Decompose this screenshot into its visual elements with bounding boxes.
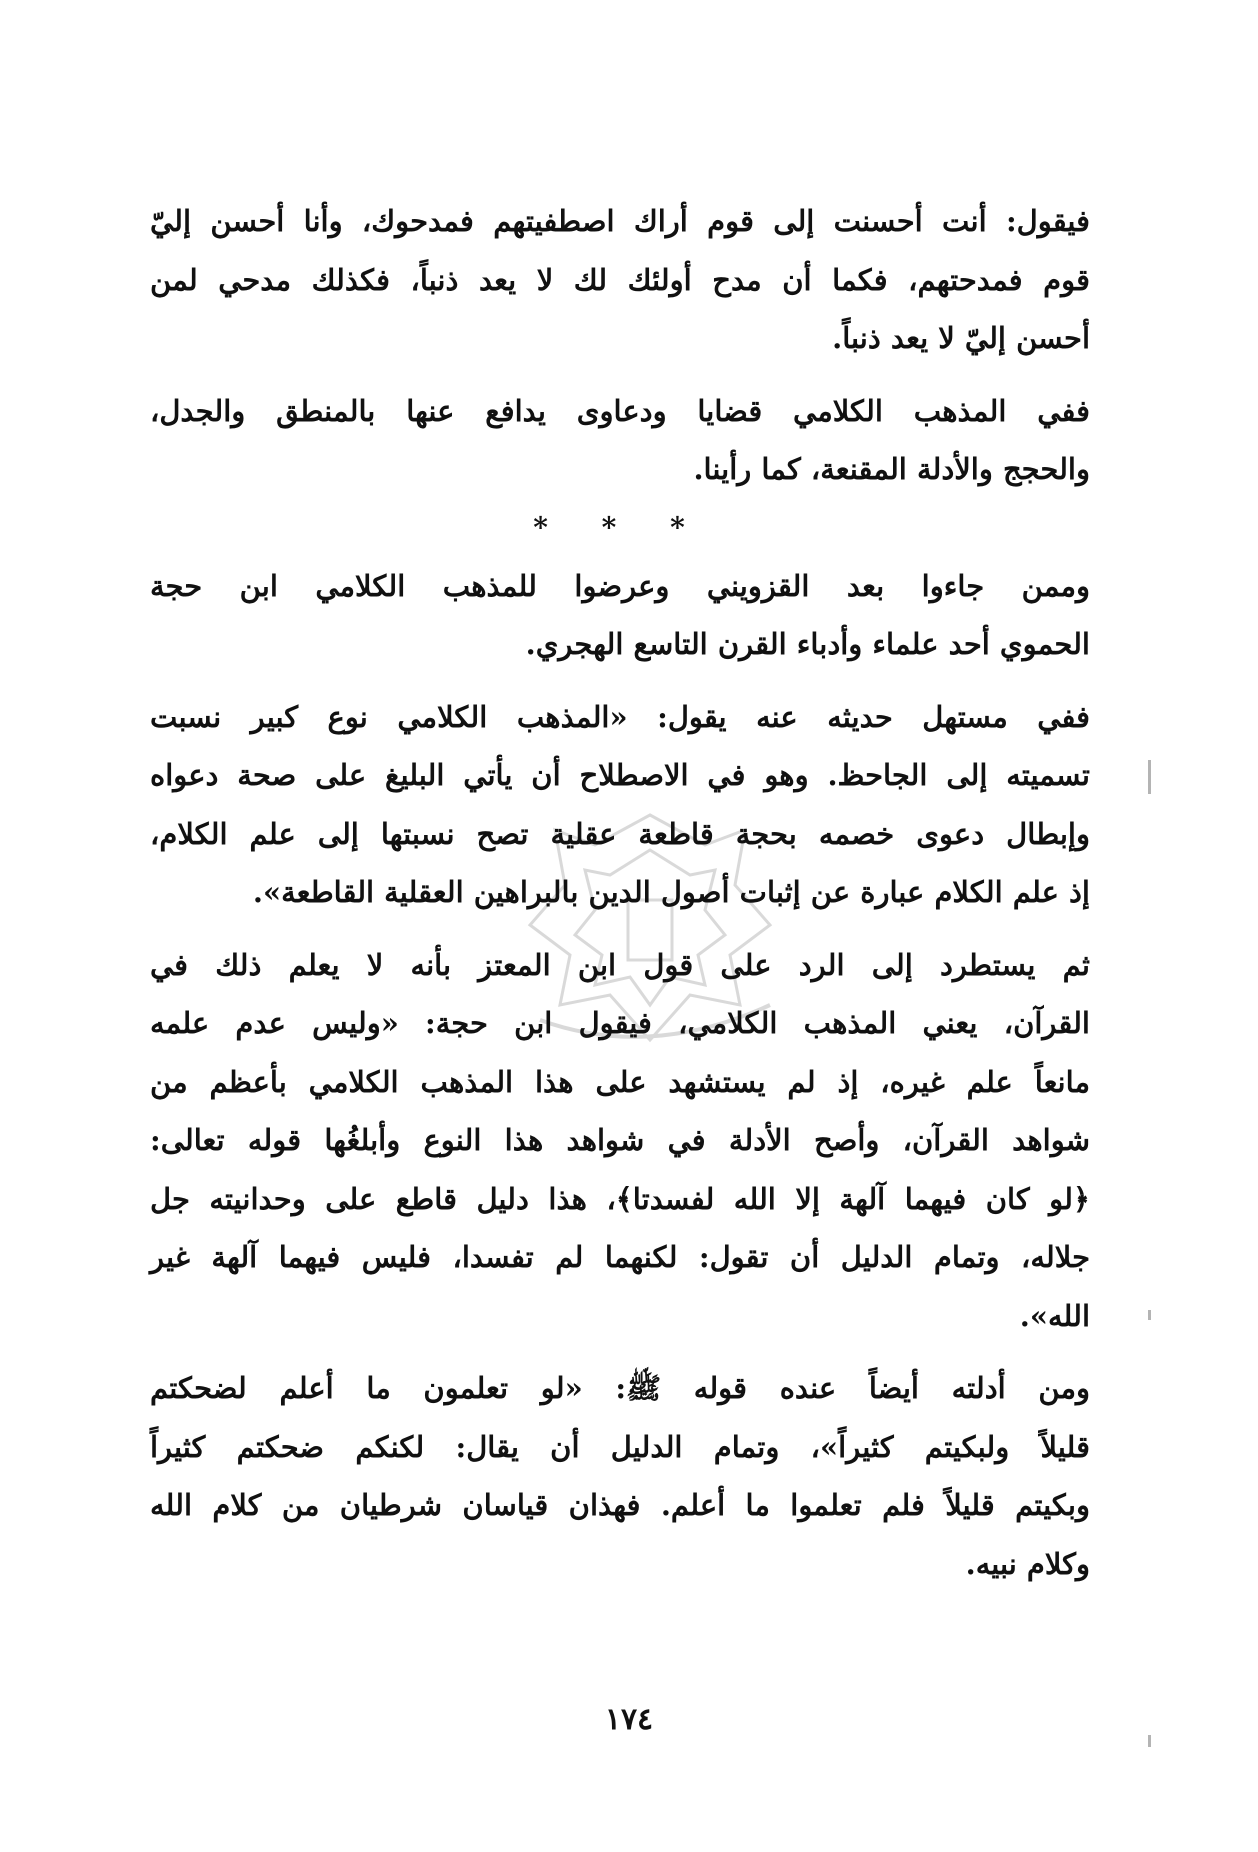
text-line: الحموي أحد علماء وأدباء القرن التاسع الهجري. <box>525 627 1090 661</box>
text-line: وكلام نبيه. <box>965 1546 1090 1581</box>
paragraph <box>150 382 1090 499</box>
text-line: ففي مستهل حديثه عنه يقول: «المذهب الكلامي نوع كبير نسبت <box>150 699 1090 734</box>
paragraph <box>150 688 1090 922</box>
section-separator: * * * <box>533 510 707 544</box>
text-line: وإبطال دعوى خصمه بحجة قاطعة عقلية تصح نسبتها إلى علم الكلام، <box>150 816 1090 851</box>
page-body-text <box>150 192 1090 1593</box>
paragraph <box>150 192 1090 368</box>
text-line: شواهد القرآن، وأصح الأدلة في شواهد هذا النوع وأبلغُها قوله تعالى: <box>150 1123 1090 1157</box>
paragraph <box>150 1359 1090 1593</box>
scan-edge-mark <box>1148 1735 1151 1747</box>
paragraph-spacer <box>150 1345 1090 1359</box>
text-line: جلاله، وتمام الدليل أن تقول: لكنهما لم تفسدا، فليس فيهما آلهة غير <box>150 1240 1090 1274</box>
text-line: أحسن إليّ لا يعد ذنباً. <box>832 321 1090 355</box>
text-line: الله». <box>1019 1298 1090 1333</box>
paragraph-spacer <box>150 922 1090 936</box>
scan-edge-mark <box>1148 1310 1151 1320</box>
text-line: وبكيتم قليلاً فلم تعلموا ما أعلم. فهذان قياسان شرطيان من كلام الله <box>150 1488 1090 1522</box>
text-line: ففي المذهب الكلامي قضايا ودعاوى يدافع عنها بالمنطق والجدل، <box>150 393 1090 428</box>
text-line: ﴿لو كان فيهما آلهة إلا الله لفسدتا﴾، هذا دليل قاطع على وحدانيته جل <box>150 1181 1090 1216</box>
text-line: وممن جاءوا بعد القزويني وعرضوا للمذهب الكلامي ابن حجة <box>150 568 1090 603</box>
text-line: والحجج والأدلة المقنعة، كما رأينا. <box>693 452 1090 486</box>
paragraph <box>150 557 1090 674</box>
text-line: قليلاً ولبكيتم كثيراً»، وتمام الدليل أن يقال: لكنكم ضحكتم كثيراً <box>150 1429 1090 1464</box>
paragraph-spacer <box>150 674 1090 688</box>
text-line: فيقول: أنت أحسنت إلى قوم أراك اصطفيتهم فمدحوك، وأنا أحسن إليّ <box>150 204 1090 238</box>
text-line: ومن أدلته أيضاً عنده قوله ﷺ: «لو تعلمون ما أعلم لضحكتم <box>150 1371 1090 1405</box>
text-line: مانعاً علم غيره، إذ لم يستشهد على هذا المذهب الكلامي بأعظم من <box>150 1064 1090 1099</box>
paragraph-spacer <box>150 368 1090 382</box>
text-line: قوم فمدحتهم، فكما أن مدح أولئك لك لا يعد ذنباً، فكذلك مدحي لمن <box>150 262 1090 297</box>
text-line: تسميته إلى الجاحظ. وهو في الاصطلاح أن يأتي البليغ على صحة دعواه <box>150 758 1090 792</box>
text-line: القرآن، يعني المذهب الكلامي، فيقول ابن حجة: «وليس عدم علمه <box>150 1006 1090 1040</box>
text-line: ثم يستطرد إلى الرد على قول ابن المعتز بأنه لا يعلم ذلك في <box>150 947 1090 982</box>
text-line: إذ علم الكلام عبارة عن إثبات أصول الدين بالبراهين العقلية القاطعة». <box>252 875 1090 909</box>
scan-edge-mark <box>1148 760 1151 794</box>
page-number: ١٧٤ <box>604 1702 654 1737</box>
paragraph <box>150 936 1090 1346</box>
